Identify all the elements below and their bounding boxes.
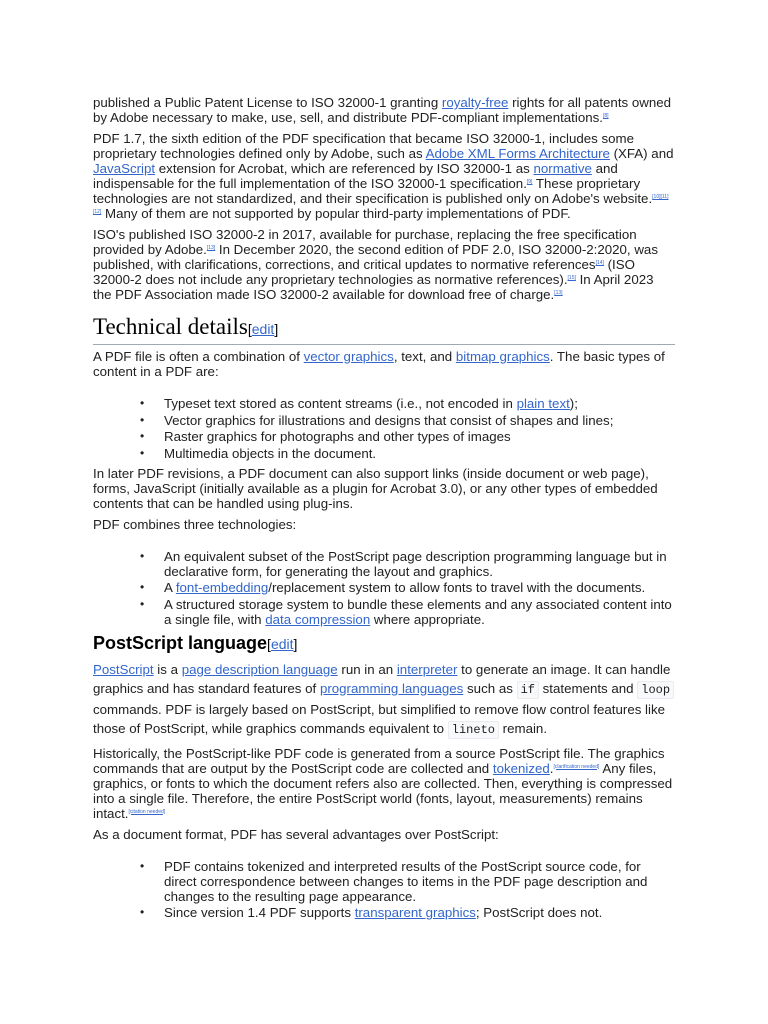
text: A <box>164 580 176 595</box>
list-item <box>164 905 675 920</box>
citation-link[interactable]: [13] <box>206 245 216 251</box>
text: to generate an image. It can handle graphics and has standard features of <box>93 661 671 696</box>
link-adobe-xfa[interactable]: Adobe XML Forms Architecture <box>425 146 610 161</box>
text: These proprietary technologies are not standardized, and their specification is published only on Adobe's website. <box>93 176 653 206</box>
technical-paragraph-3: PDF combines three technologies: <box>93 516 297 532</box>
heading-text: PostScript language <box>93 632 268 653</box>
citation[interactable] <box>207 245 215 251</box>
text: rights for all patents owned by Adobe necessary to make, use, sell, and distribute PDF-compliant implementations. <box>93 95 672 125</box>
text: . <box>549 760 554 776</box>
bracket: ] <box>274 321 279 337</box>
link-bitmap-graphics[interactable]: bitmap graphics <box>455 349 550 364</box>
text: such as <box>463 680 517 696</box>
article-content <box>93 95 675 925</box>
list-item: • An equivalent subset of the PostScript page description programming language but in declarative form, for generating the layout and graphics. <box>164 549 675 579</box>
link-interpreter[interactable]: interpreter <box>396 661 458 677</box>
text: ; PostScript does not. <box>475 905 603 920</box>
list-item: • Vector graphics for illustrations and designs that consist of shapes and lines; <box>164 413 675 428</box>
text: Any files, graphics, or fonts to which the document refers also are collected. Then, everything is compressed into a single file. Therefore, the entire PostScript world (fonts, layout, measurements) remains intact. <box>93 760 673 821</box>
text: A structured storage system to bundle these elements and any associated content into a single file, with <box>164 596 672 627</box>
intro-paragraph-3 <box>93 227 675 302</box>
advantages-list <box>93 859 675 921</box>
citation-needed[interactable] <box>128 809 165 815</box>
postscript-paragraph-3: As a document format, PDF has several advantages over PostScript: <box>93 826 499 842</box>
citation[interactable] <box>554 290 562 296</box>
code-lineto: lineto <box>448 721 499 739</box>
list-item: • Multimedia objects in the document. <box>164 446 675 461</box>
text: published a Public Patent License to ISO 32000-1 granting <box>93 95 442 110</box>
link-tokenized[interactable]: tokenized <box>492 760 550 776</box>
text: Many of them are not supported by popular third-party implementations of PDF. <box>101 206 571 221</box>
text: run in an <box>337 661 397 677</box>
citation-link[interactable]: [15] <box>567 275 576 281</box>
section-heading-technical-details <box>93 313 675 345</box>
citation[interactable] <box>603 113 609 119</box>
text: statements and <box>538 680 638 696</box>
citation-link[interactable]: [citation needed] <box>128 808 166 815</box>
link-data-compression[interactable]: data compression <box>265 611 371 627</box>
text: ISO's published ISO 32000-2 in 2017, available for purchase, replacing the free specification provided by Adobe. <box>93 227 637 257</box>
heading-text: Technical details <box>93 314 248 339</box>
bracket: [ <box>267 635 271 652</box>
text: Typeset text stored as content streams (i.e., not encoded in <box>164 396 517 411</box>
text: Historically, the PostScript-like PDF code is generated from a source PostScript file. The graphics commands that are output by the PostScript code are collected and <box>93 745 665 776</box>
link-transparent-graphics[interactable]: transparent graphics <box>354 905 476 920</box>
edit-link[interactable]: edit <box>270 635 294 652</box>
postscript-paragraph-1 <box>93 660 675 740</box>
content-types-list <box>93 396 675 461</box>
edit-section-link[interactable] <box>248 321 278 337</box>
link-royalty-free[interactable]: royalty-free <box>441 95 509 110</box>
text: ); <box>569 396 578 411</box>
technologies-list <box>93 549 675 627</box>
text: is a <box>153 661 182 677</box>
edit-section-link[interactable] <box>267 636 297 652</box>
list-item <box>164 597 675 627</box>
citation[interactable] <box>596 260 604 266</box>
citation-link[interactable]: [10] <box>652 194 661 200</box>
citation[interactable] <box>568 275 576 281</box>
link-font-embedding[interactable]: font-embedding <box>175 580 269 595</box>
citation-link[interactable]: [11][12] <box>93 194 669 215</box>
list-item: • PDF contains tokenized and interpreted results of the PostScript source code, for direct correspondence between changes to items in the PDF page description and changes to the resulting page appearance. <box>164 859 675 904</box>
text: /replacement system to allow fonts to travel with the documents. <box>268 580 646 595</box>
text: PDF 1.7, the sixth edition of the PDF specification that became ISO 32000-1, includes some proprietary technologies defined only by Adobe, such as <box>93 131 635 161</box>
citation-link[interactable]: [8] <box>602 113 609 119</box>
citation-link[interactable]: [14] <box>595 260 604 266</box>
text: remain. <box>498 720 548 736</box>
text: extension for Acrobat, which are referenced by ISO 32000-1 as <box>155 161 534 176</box>
code-if: if <box>517 681 539 699</box>
intro-paragraph-2 <box>93 131 675 221</box>
text: Since version 1.4 PDF supports <box>164 905 355 920</box>
link-vector-graphics[interactable]: vector graphics <box>303 349 394 364</box>
list-item <box>164 580 675 595</box>
clarification-needed[interactable] <box>554 764 600 770</box>
text: where appropriate. <box>370 611 485 627</box>
text: In December 2020, the second edition of PDF 2.0, ISO 32000-2:2020, was published, with clarifications, corrections, and critical updates to normative references <box>93 242 658 272</box>
citation[interactable] <box>652 194 660 200</box>
list-item <box>164 396 675 411</box>
edit-link[interactable]: edit <box>251 321 275 337</box>
link-page-description-language[interactable]: page description language <box>181 661 338 677</box>
postscript-paragraph-2 <box>93 746 675 821</box>
link-normative[interactable]: normative <box>533 161 592 176</box>
link-plain-text[interactable]: plain text <box>516 396 570 411</box>
intro-paragraph-1 <box>93 95 675 125</box>
text: . The basic types of content in a PDF are: <box>93 349 665 379</box>
text: , text, and <box>393 349 456 364</box>
text: commands. PDF is largely based on PostScript, but simplified to remove flow control features like those of PostScript, while graphics commands equivalent to <box>93 701 666 736</box>
text: A PDF file is often a combination of <box>93 349 304 364</box>
bracket: [ <box>247 321 252 337</box>
text: and indispensable for the full implementation of the ISO 32000-1 specification. <box>93 161 618 191</box>
link-javascript[interactable]: JavaScript <box>93 161 156 176</box>
section-heading-postscript-language <box>93 632 675 655</box>
text: (XFA) and <box>609 146 674 161</box>
list-item: • Raster graphics for photographs and other types of images <box>164 429 675 444</box>
code-loop: loop <box>637 681 674 699</box>
bracket: ] <box>293 635 298 652</box>
link-programming-languages[interactable]: programming languages <box>319 680 464 696</box>
text: (ISO 32000-2 does not include any proprietary technologies as normative references). <box>93 257 635 287</box>
link-postscript[interactable]: PostScript <box>93 661 154 677</box>
citation-link[interactable]: [13] <box>554 290 563 296</box>
citation-link[interactable]: [clarification needed] <box>553 763 600 770</box>
text: In April 2023 the PDF Association made ISO 32000-2 available for download free of charge. <box>93 272 654 302</box>
citation-link[interactable]: [9] <box>526 179 533 185</box>
technical-paragraph-1 <box>93 349 675 379</box>
technical-paragraph-2: In later PDF revisions, a PDF document can also support links (inside document or web page), forms, JavaScript (initially available as a plugin for Acrobat 3.0), or any other types of embedded contents that can be handled using plug-ins. <box>93 465 658 511</box>
